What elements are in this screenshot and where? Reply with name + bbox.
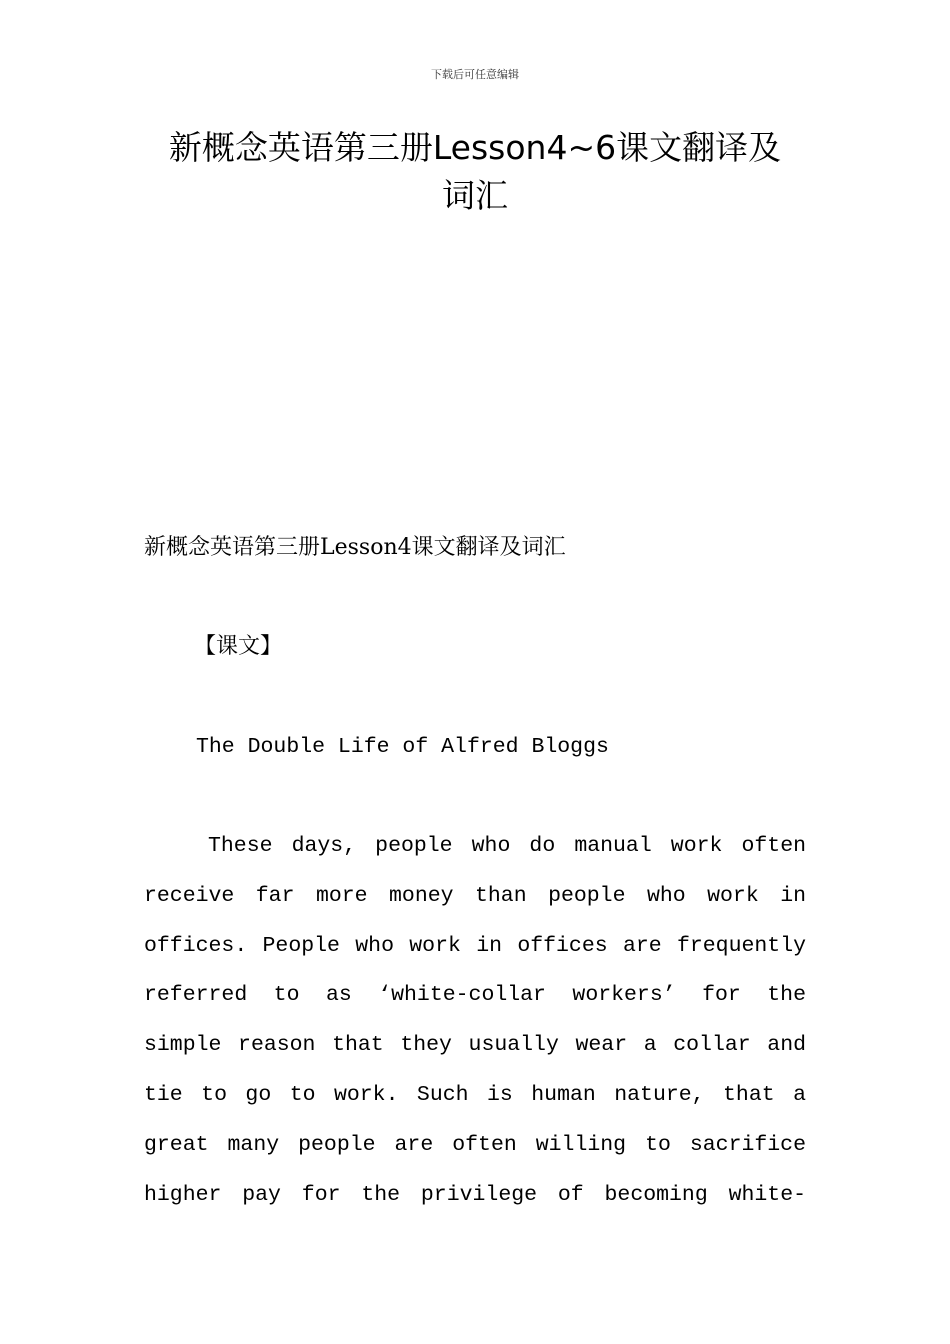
paragraph-line: simple reason that they usually wear a collar and bbox=[144, 1033, 806, 1058]
section-heading: 新概念英语第三册Lesson4课文翻译及词汇 bbox=[144, 535, 566, 560]
paragraph-line: tie to go to work. Such is human nature, that a bbox=[144, 1082, 806, 1107]
title-line-1: 新概念英语第三册Lesson4~6课文翻译及 bbox=[168, 128, 782, 167]
paragraph-line: offices. People who work in offices are frequently bbox=[144, 933, 806, 958]
body-paragraph bbox=[144, 822, 806, 1220]
paragraph-line: These days, people who do manual work often bbox=[208, 834, 806, 858]
document-title bbox=[140, 124, 810, 220]
header-note: 下载后可任意编辑 bbox=[431, 68, 519, 81]
text-label: 【课文】 bbox=[194, 634, 283, 659]
paragraph-line: great many people are often willing to sacrifice bbox=[144, 1132, 806, 1157]
paragraph-line: receive far more money than people who work in bbox=[144, 883, 806, 908]
title-line-2: 词汇 bbox=[442, 176, 508, 215]
paragraph-line: higher pay for the privilege of becoming white- bbox=[144, 1182, 806, 1207]
paragraph-line: referred to as ‘white-collar workers’ for the bbox=[144, 983, 806, 1008]
lesson-title: The Double Life of Alfred Bloggs bbox=[196, 735, 609, 759]
